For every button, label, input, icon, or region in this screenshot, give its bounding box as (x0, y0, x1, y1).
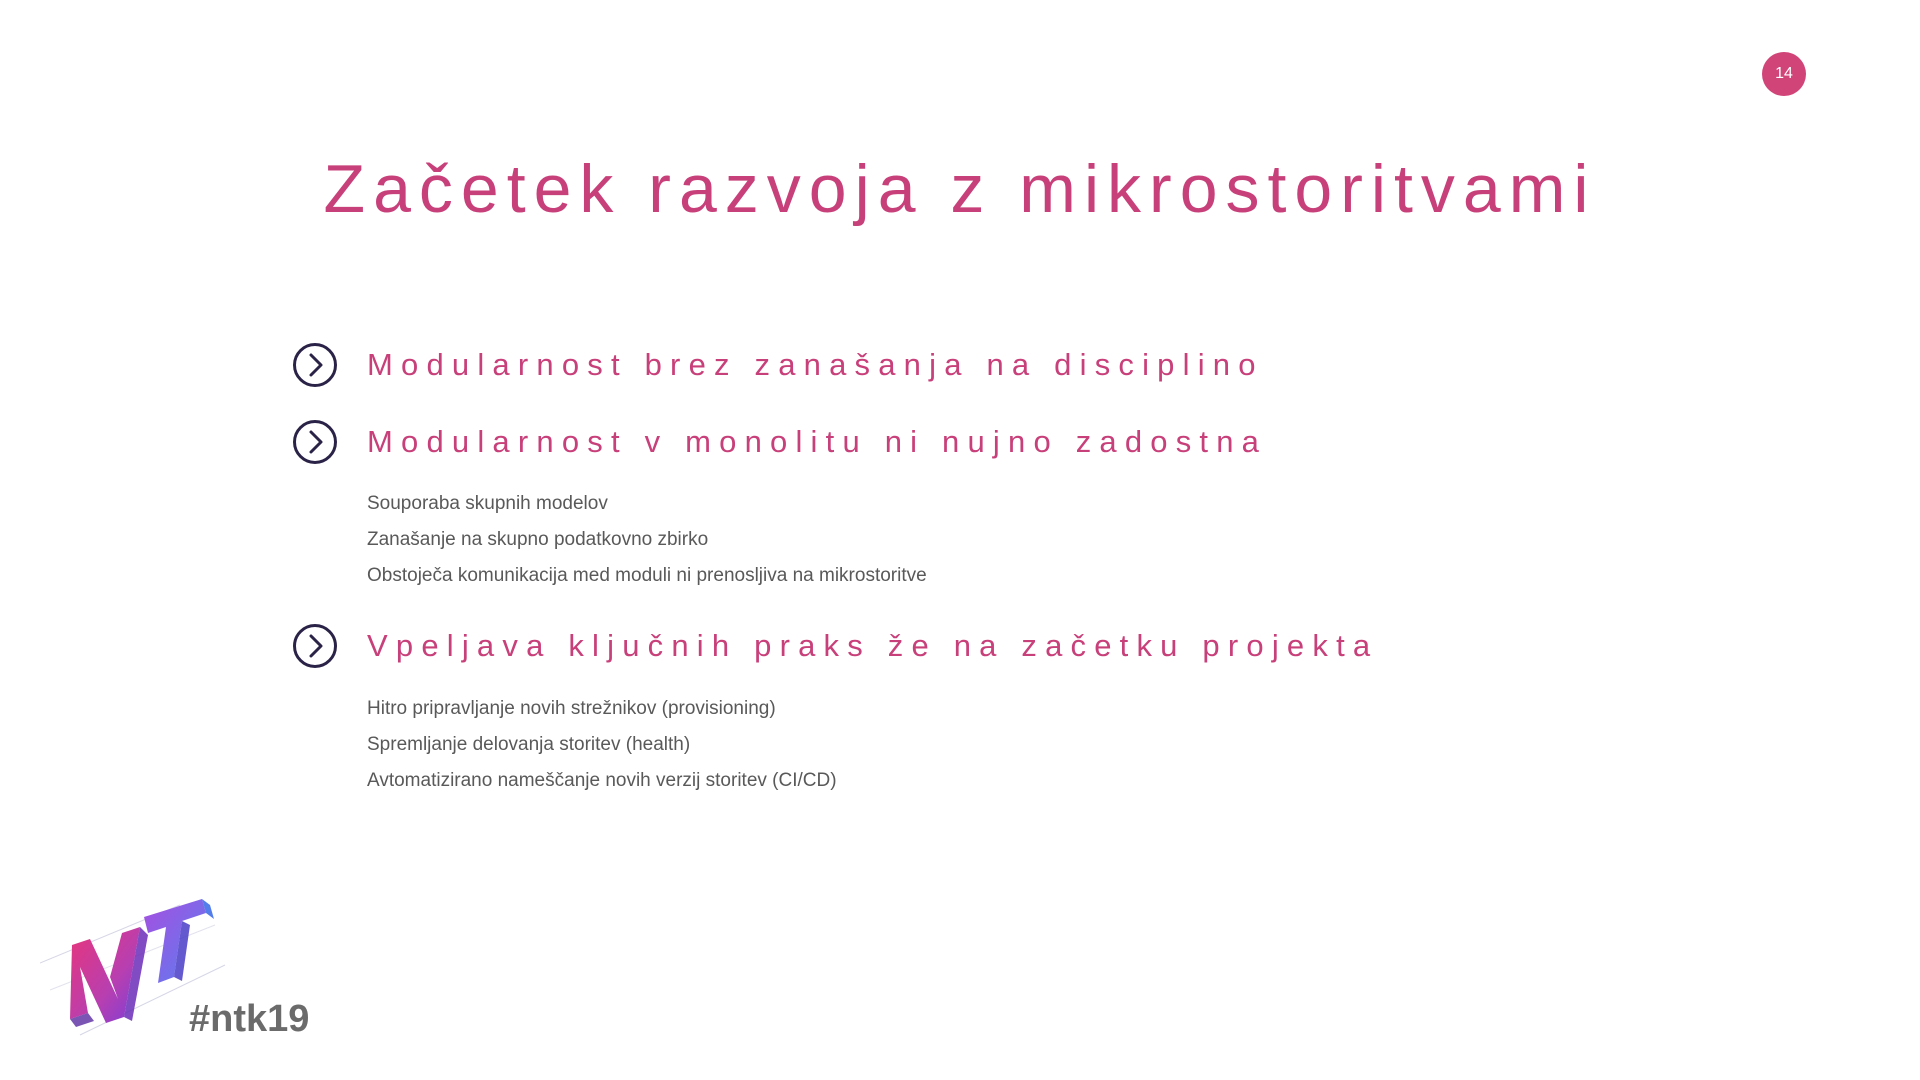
bullet-item (292, 419, 1267, 465)
bullet-item (292, 623, 1378, 669)
bullet-text: Vpeljava ključnih praks že na začetku projekta (367, 628, 1379, 663)
chevron-right-circle-icon (292, 419, 338, 465)
page-number: 14 (1775, 65, 1793, 82)
hashtag-label: #ntk19 (189, 998, 310, 1040)
slide-title: Začetek razvoja z mikrostoritvami (323, 151, 1597, 227)
bullet-text: Modularnost v monolitu ni nujno zadostna (367, 424, 1268, 459)
list-item: Obstoječa komunikacija med moduli ni prenosljiva na mikrostoritve (367, 565, 927, 586)
bullet-text: Modularnost brez zanašanja na disciplino (367, 347, 1264, 382)
sub-list (367, 486, 927, 594)
list-item: Souporaba skupnih modelov (367, 493, 608, 514)
bullet-item (292, 342, 1264, 388)
chevron-right-circle-icon (292, 342, 338, 388)
list-item: Zanašanje na skupno podatkovno zbirko (367, 529, 709, 550)
chevron-right-circle-icon (292, 623, 338, 669)
list-item: Avtomatizirano nameščanje novih verzij storitev (CI/CD) (367, 770, 837, 791)
list-item: Spremljanje delovanja storitev (health) (367, 734, 691, 755)
page-number-badge (1762, 52, 1806, 96)
sub-list (367, 691, 837, 799)
list-item: Hitro pripravljanje novih strežnikov (provisioning) (367, 698, 776, 719)
